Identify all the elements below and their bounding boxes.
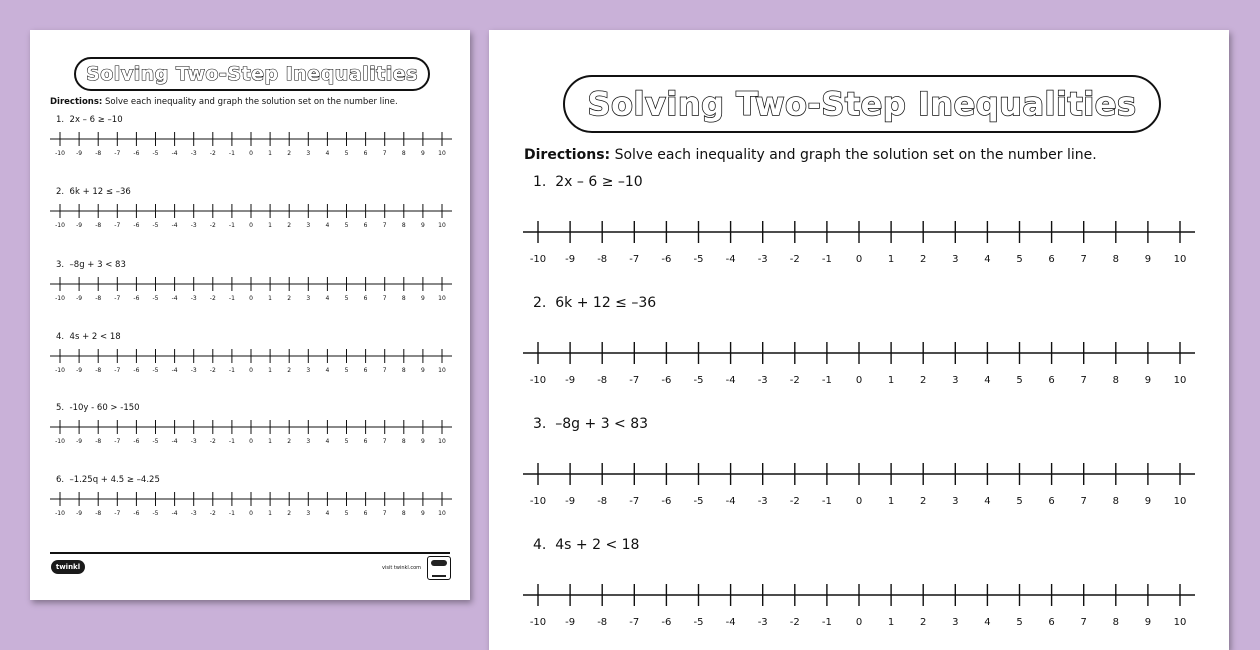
- number-line-label: -6: [133, 222, 140, 229]
- number-line-label: -7: [114, 150, 121, 157]
- number-line-label: 1: [887, 254, 895, 265]
- number-line-label: -8: [597, 496, 608, 507]
- number-line-label: -4: [725, 496, 736, 507]
- number-line-label: 9: [420, 510, 425, 517]
- quality-stamp-icon: [427, 556, 451, 580]
- number-line-label: 2: [920, 254, 927, 265]
- number-line-label: 7: [1080, 496, 1087, 507]
- problem-number: 3.: [56, 260, 65, 270]
- problem-number: 3.: [533, 416, 547, 432]
- number-line-label: -6: [661, 496, 672, 507]
- problem-4: [533, 537, 639, 553]
- problem-expression: -10y - 60 > -150: [69, 403, 140, 413]
- number-line-label: 4: [325, 510, 330, 517]
- problem-number: 1.: [533, 174, 547, 190]
- number-line-label: 7: [382, 367, 387, 374]
- number-line-label: 0: [249, 367, 253, 374]
- number-line-label: 10: [438, 367, 446, 374]
- number-line-label: 6: [363, 222, 368, 229]
- number-line-label: 2: [920, 375, 927, 386]
- number-line-label: -5: [693, 254, 704, 265]
- directions: [50, 97, 398, 107]
- number-line-label: -6: [133, 510, 140, 517]
- number-line-label: -10: [55, 150, 65, 157]
- number-line-label: -8: [95, 510, 102, 517]
- number-line-label: 1: [887, 617, 895, 628]
- problem-expression: –8g + 3 < 83: [69, 260, 126, 270]
- directions-text: Solve each inequality and graph the solution set on the number line.: [102, 97, 398, 107]
- number-line-label: -3: [757, 617, 768, 628]
- number-line-label: 4: [984, 496, 991, 507]
- number-line-label: -10: [55, 295, 65, 302]
- number-line-label: -8: [95, 367, 102, 374]
- number-line-label: 6: [1048, 496, 1055, 507]
- number-line-label: 1: [268, 367, 273, 374]
- number-line-label: 9: [1144, 375, 1152, 386]
- number-line-label: 1: [887, 375, 895, 386]
- number-line-label: -1: [228, 510, 235, 517]
- number-line-label: -7: [629, 496, 640, 507]
- number-line-label: -1: [228, 367, 235, 374]
- problem-expression: 4s + 2 < 18: [555, 537, 640, 553]
- number-line-label: -7: [114, 367, 121, 374]
- number-line-label: -9: [565, 254, 576, 265]
- worksheet-title: Solving Two-Step Inequalities: [563, 75, 1161, 133]
- number-line-label: -6: [133, 295, 140, 302]
- number-line-label: -8: [597, 617, 608, 628]
- number-line-label: -6: [661, 617, 672, 628]
- number-line-label: -7: [629, 617, 640, 628]
- number-line-label: 5: [344, 295, 349, 302]
- number-line-label: 2: [920, 496, 927, 507]
- problem-expression: 4s + 2 < 18: [69, 332, 121, 342]
- problem-number: 1.: [56, 115, 65, 125]
- number-line-label: -7: [114, 510, 121, 517]
- number-line-label: 4: [984, 617, 991, 628]
- number-line-label: 0: [249, 510, 253, 517]
- number-line-label: 6: [363, 510, 368, 517]
- number-line-label: 4: [325, 438, 330, 445]
- number-line-label: -5: [152, 438, 159, 445]
- directions-label: Directions:: [50, 97, 103, 107]
- number-line[interactable]: [50, 132, 452, 162]
- number-line-label: -2: [789, 254, 800, 265]
- problem-number: 6.: [56, 475, 65, 485]
- problem-number: 4.: [533, 537, 547, 553]
- number-line-label: -3: [190, 510, 197, 517]
- number-line-label: -9: [76, 510, 83, 517]
- number-line-label: -10: [529, 375, 547, 386]
- number-line-label: 9: [420, 367, 425, 374]
- number-line-label: 0: [855, 496, 863, 507]
- number-line-label: 9: [1144, 254, 1152, 265]
- number-line[interactable]: [50, 492, 452, 522]
- number-line-label: 8: [401, 367, 406, 374]
- number-line-label: 10: [1173, 254, 1187, 265]
- number-line-label: 10: [438, 150, 446, 157]
- number-line[interactable]: [523, 463, 1195, 513]
- number-line-label: 5: [344, 150, 349, 157]
- number-line[interactable]: [523, 221, 1195, 271]
- number-line-label: -3: [757, 496, 768, 507]
- number-line-label: 6: [363, 295, 368, 302]
- number-line-label: -5: [693, 617, 704, 628]
- number-line-label: -5: [693, 375, 704, 386]
- number-line-label: -1: [821, 617, 832, 628]
- number-line-label: 6: [1048, 617, 1055, 628]
- number-line-label: -5: [152, 150, 159, 157]
- number-line-label: -7: [629, 375, 640, 386]
- number-line-label: -8: [597, 375, 608, 386]
- number-line-label: 1: [268, 150, 273, 157]
- number-line[interactable]: [523, 584, 1195, 634]
- number-line-label: 3: [952, 617, 959, 628]
- number-line-label: 4: [325, 295, 330, 302]
- number-line-label: 8: [401, 510, 406, 517]
- number-line-label: 9: [1144, 617, 1152, 628]
- number-line-label: 5: [1016, 375, 1023, 386]
- problem-2: [56, 187, 131, 197]
- number-line-label: -7: [114, 222, 121, 229]
- number-line-label: 4: [325, 222, 330, 229]
- number-line[interactable]: [50, 277, 452, 307]
- number-line-label: -1: [821, 254, 832, 265]
- problem-expression: 6k + 12 ≤ –36: [555, 295, 657, 311]
- number-line-label: -3: [757, 254, 768, 265]
- number-line-label: -4: [171, 367, 178, 374]
- number-line-label: 10: [438, 510, 446, 517]
- number-line-label: 3: [306, 295, 311, 302]
- number-line-label: 8: [1112, 496, 1119, 507]
- number-line-label: -4: [171, 510, 178, 517]
- number-line-label: 0: [855, 375, 863, 386]
- number-line-label: 4: [325, 150, 330, 157]
- directions: [524, 147, 1097, 163]
- number-line-label: -2: [209, 222, 216, 229]
- number-line-label: 5: [1016, 617, 1023, 628]
- number-line-label: -2: [789, 496, 800, 507]
- number-line-label: 5: [344, 510, 349, 517]
- number-line-label: -8: [95, 150, 102, 157]
- number-line-label: -2: [209, 367, 216, 374]
- problem-number: 4.: [56, 332, 65, 342]
- problem-1: [533, 174, 643, 190]
- number-line-label: 10: [438, 222, 446, 229]
- number-line-label: -7: [114, 438, 121, 445]
- number-line-label: -6: [133, 438, 140, 445]
- number-line-label: 0: [855, 617, 863, 628]
- number-line-label: -2: [209, 295, 216, 302]
- problem-expression: –1.25q + 4.5 ≥ –4.25: [69, 475, 160, 485]
- number-line-label: 8: [401, 438, 406, 445]
- problem-3: [533, 416, 648, 432]
- number-line-label: 0: [249, 438, 253, 445]
- number-line-label: 8: [401, 295, 406, 302]
- number-line-label: -10: [55, 438, 65, 445]
- number-line-label: -1: [821, 375, 832, 386]
- number-line-label: -9: [565, 375, 576, 386]
- number-line-label: 2: [287, 438, 292, 445]
- worksheet-preview-small: [30, 30, 470, 600]
- number-line-label: 0: [249, 150, 253, 157]
- number-line-label: 2: [920, 617, 927, 628]
- worksheet-preview-large: [489, 30, 1229, 650]
- number-line-label: -3: [190, 150, 197, 157]
- site-url: visit twinkl.com: [382, 565, 422, 571]
- number-line-label: -8: [95, 438, 102, 445]
- number-line-label: 3: [306, 222, 311, 229]
- number-line-label: -3: [190, 222, 197, 229]
- number-line-label: -6: [661, 254, 672, 265]
- number-line-label: 7: [382, 150, 387, 157]
- number-line-label: 10: [1173, 617, 1187, 628]
- number-line-label: 3: [306, 367, 311, 374]
- problem-expression: 2x – 6 ≥ –10: [69, 115, 123, 125]
- number-line-label: 5: [1016, 496, 1023, 507]
- number-line-label: -4: [725, 254, 736, 265]
- number-line-label: -10: [55, 222, 65, 229]
- number-line-label: 1: [268, 438, 273, 445]
- number-line[interactable]: [50, 420, 452, 450]
- number-line-label: -9: [76, 150, 83, 157]
- number-line-label: 3: [952, 496, 959, 507]
- number-line-label: 3: [952, 254, 959, 265]
- problem-expression: –8g + 3 < 83: [555, 416, 649, 432]
- number-line-label: 5: [344, 438, 349, 445]
- number-line-label: 3: [306, 510, 311, 517]
- number-line-label: -2: [209, 510, 216, 517]
- number-line-label: 2: [287, 295, 292, 302]
- number-line-label: -6: [133, 150, 140, 157]
- number-line-label: 1: [268, 222, 273, 229]
- number-line-label: 4: [984, 375, 991, 386]
- number-line-label: -6: [133, 367, 140, 374]
- number-line-label: 6: [1048, 375, 1055, 386]
- number-line-label: -10: [55, 510, 65, 517]
- number-line-label: 1: [268, 295, 273, 302]
- number-line-label: -1: [228, 295, 235, 302]
- number-line-label: 8: [1112, 375, 1119, 386]
- number-line-label: 7: [1080, 375, 1087, 386]
- number-line-label: 4: [984, 254, 991, 265]
- number-line-label: 2: [287, 367, 292, 374]
- number-line-label: 8: [1112, 254, 1119, 265]
- number-line-label: 6: [363, 367, 368, 374]
- number-line-label: 6: [1048, 254, 1055, 265]
- number-line-label: -2: [209, 438, 216, 445]
- number-line-label: 7: [382, 295, 387, 302]
- number-line-label: 7: [1080, 617, 1087, 628]
- number-line-label: -3: [190, 295, 197, 302]
- number-line-label: -3: [757, 375, 768, 386]
- number-line-label: 7: [382, 438, 387, 445]
- number-line-label: -5: [152, 367, 159, 374]
- problem-5: [56, 403, 140, 413]
- number-line-label: 9: [420, 438, 425, 445]
- problem-4: [56, 332, 121, 342]
- number-line-label: -4: [725, 617, 736, 628]
- problem-number: 5.: [56, 403, 65, 413]
- number-line-label: 9: [1144, 496, 1152, 507]
- number-line-label: -9: [76, 367, 83, 374]
- number-line[interactable]: [50, 349, 452, 379]
- number-line-label: -7: [629, 254, 640, 265]
- number-line-label: -6: [661, 375, 672, 386]
- problem-2: [533, 295, 656, 311]
- number-line-label: -5: [693, 496, 704, 507]
- number-line-label: 10: [1173, 496, 1187, 507]
- number-line-label: -4: [171, 295, 178, 302]
- problem-number: 2.: [56, 187, 65, 197]
- number-line-label: -4: [725, 375, 736, 386]
- number-line-label: 3: [952, 375, 959, 386]
- number-line-label: 8: [401, 150, 406, 157]
- number-line-label: -8: [95, 295, 102, 302]
- number-line-label: 2: [287, 222, 292, 229]
- number-line[interactable]: [50, 204, 452, 234]
- number-line-label: -5: [152, 295, 159, 302]
- number-line-label: -1: [228, 150, 235, 157]
- number-line-label: 1: [887, 496, 895, 507]
- problem-expression: 6k + 12 ≤ –36: [69, 187, 131, 197]
- number-line-label: 10: [438, 295, 446, 302]
- number-line-label: 1: [268, 510, 273, 517]
- directions-label: Directions:: [524, 147, 611, 163]
- number-line-label: 2: [287, 150, 292, 157]
- number-line-label: -2: [789, 375, 800, 386]
- number-line-label: -8: [95, 222, 102, 229]
- number-line-label: 5: [1016, 254, 1023, 265]
- number-line-label: -4: [171, 222, 178, 229]
- number-line-label: 7: [382, 222, 387, 229]
- number-line-label: 5: [344, 222, 349, 229]
- directions-text: Solve each inequality and graph the solution set on the number line.: [610, 147, 1097, 163]
- number-line-label: -5: [152, 222, 159, 229]
- problem-number: 2.: [533, 295, 547, 311]
- number-line-label: 7: [382, 510, 387, 517]
- number-line-label: -9: [76, 438, 83, 445]
- number-line-label: 3: [306, 150, 311, 157]
- number-line-label: -2: [789, 617, 800, 628]
- number-line-label: 2: [287, 510, 292, 517]
- twinkl-logo: twinkl: [51, 560, 85, 574]
- number-line-label: 8: [401, 222, 406, 229]
- number-line-label: 0: [855, 254, 863, 265]
- number-line-label: 0: [249, 222, 253, 229]
- number-line-label: -9: [76, 295, 83, 302]
- number-line-label: -5: [152, 510, 159, 517]
- number-line[interactable]: [523, 342, 1195, 392]
- number-line-label: -3: [190, 367, 197, 374]
- number-line-label: -10: [55, 367, 65, 374]
- problem-expression: 2x – 6 ≥ –10: [555, 174, 643, 190]
- number-line-label: -4: [171, 438, 178, 445]
- number-line-label: 10: [1173, 375, 1187, 386]
- number-line-label: 0: [249, 295, 253, 302]
- number-line-label: -10: [529, 254, 547, 265]
- number-line-label: 10: [438, 438, 446, 445]
- problem-1: [56, 115, 123, 125]
- number-line-label: 9: [420, 150, 425, 157]
- number-line-label: 3: [306, 438, 311, 445]
- number-line-label: -2: [209, 150, 216, 157]
- problem-6: [56, 475, 160, 485]
- number-line-label: -9: [76, 222, 83, 229]
- number-line-label: -1: [228, 222, 235, 229]
- number-line-label: 6: [363, 438, 368, 445]
- number-line-label: -3: [190, 438, 197, 445]
- number-line-label: -10: [529, 617, 547, 628]
- number-line-label: 8: [1112, 617, 1119, 628]
- worksheet-title: Solving Two-Step Inequalities: [74, 57, 430, 91]
- number-line-label: 7: [1080, 254, 1087, 265]
- number-line-label: 9: [420, 222, 425, 229]
- number-line-label: 5: [344, 367, 349, 374]
- number-line-label: 6: [363, 150, 368, 157]
- number-line-label: -9: [565, 496, 576, 507]
- number-line-label: -8: [597, 254, 608, 265]
- number-line-label: -7: [114, 295, 121, 302]
- number-line-label: -10: [529, 496, 547, 507]
- number-line-label: 4: [325, 367, 330, 374]
- problem-3: [56, 260, 126, 270]
- number-line-label: -9: [565, 617, 576, 628]
- number-line-label: 9: [420, 295, 425, 302]
- number-line-label: -1: [821, 496, 832, 507]
- number-line-label: -1: [228, 438, 235, 445]
- number-line-label: -4: [171, 150, 178, 157]
- footer-divider: [50, 552, 450, 554]
